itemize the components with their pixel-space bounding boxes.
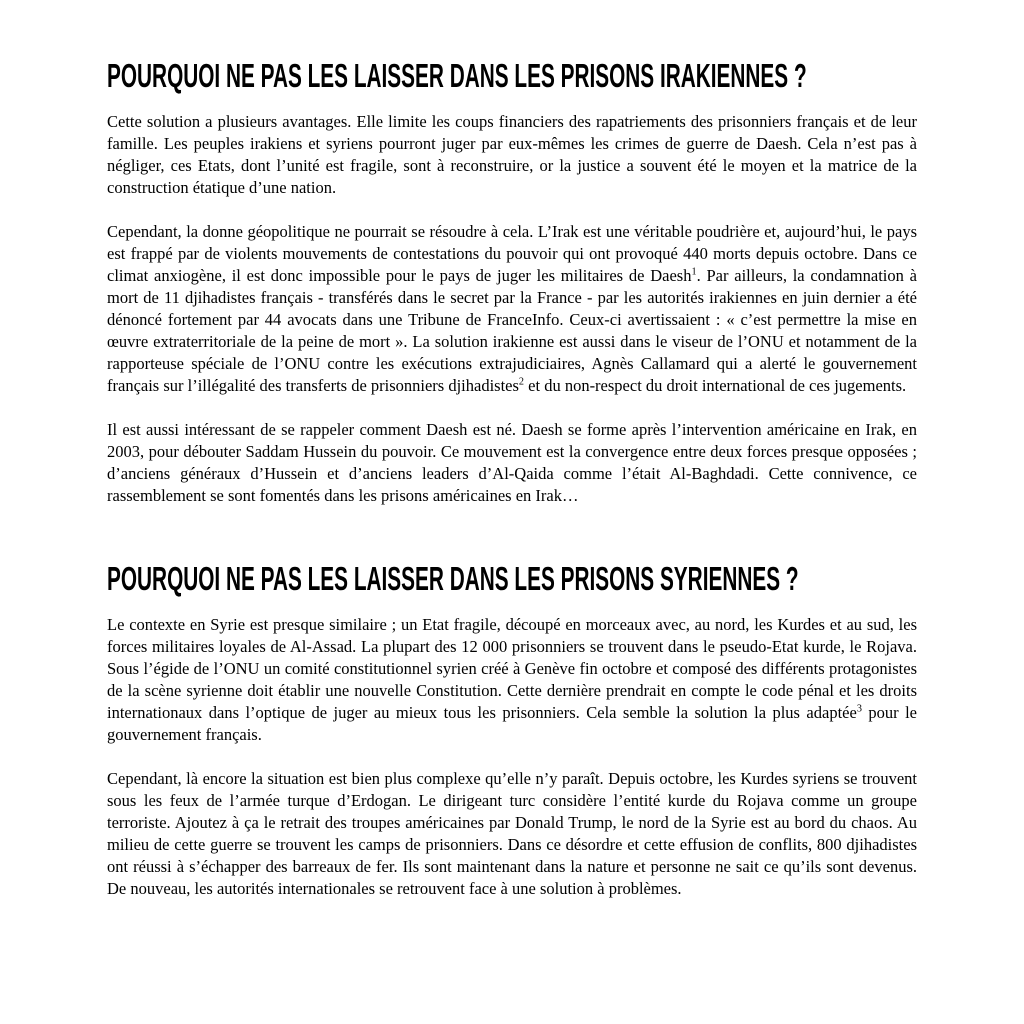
section-heading-text: POURQUOI NE PAS LES LAISSER DANS LES PRISONS SYRIENNES ?	[107, 560, 799, 597]
footnote-ref-3: 3	[856, 703, 862, 715]
paragraph-text: Cependant, là encore la situation est bien plus complexe qu’elle n’y paraît. Depuis octobre, les Kurdes syriens se trouvent sous les feux de l’armée turque d’Erdogan. Le dirigeant turc considère l’entité kurde du Rojava comme un groupe terroriste. Ajoutez à ça le retrait des troupes américaines par Donald Trump, le nord de la Syrie est au bord du chaos. Au milieu de cette guerre se trouvent les camps de prisonniers. Dans ce désordre et cette effusion de conflits, 800 djihadistes ont réussi à s’échapper des barreaux de fer. Ils sont maintenant dans la nature et personne ne sait ce qu’ils sont devenus. De nouveau, les autorités internationales se retrouvent face à une solution à problèmes.	[107, 769, 917, 898]
paragraph-avantages	[107, 111, 917, 199]
paragraph-naissance-daesh	[107, 419, 917, 507]
paragraph-contexte-syrie	[107, 614, 917, 746]
section-heading-irakiennes	[107, 58, 917, 94]
section-heading-syriennes	[107, 561, 917, 597]
section-prisons-irakiennes	[107, 58, 917, 507]
footnote-ref-2: 2	[518, 376, 525, 388]
paragraph-text: Il est aussi intéressant de se rappeler comment Daesh est né. Daesh se forme après l’intervention américaine en Irak, en 2003, pour débouter Saddam Hussein du pouvoir. Ce mouvement est la convergence entre deux forces presque opposées ; d’anciens généraux d’Hussein et d’anciens leaders d’Al-Qaida comme l’était Al-Baghdadi. Cette connivence, ce rassemblement se sont fomentés dans les prisons américaines en Irak…	[107, 420, 917, 505]
paragraph-text: Le contexte en Syrie est presque similaire ; un Etat fragile, découpé en morceaux avec, au nord, les Kurdes et au sud, les forces militaires loyales de Al-Assad. La plupart des 12 000 prisonniers se trouvent dans le pseudo-Etat kurde, le Rojava. Sous l’égide de l’ONU un comité constitutionnel syrien créé à Genève fin octobre et composé des différents protagonistes de la scène syrienne doit établir une nouvelle Constitution. Cette dernière prendrait en compte le code pénal et les droits internationaux dans l’optique de juger au mieux tous les prisonniers. Cela semble la solution la plus adaptée	[107, 615, 917, 722]
paragraph-text: Cependant, la donne géopolitique ne pourrait se résoudre à cela. L’Irak est une véritable poudrière et, aujourd’hui, le pays est frappé par de violents mouvements de contestations du pouvoir qui ont provoqué 440 morts depuis octobre. Dans ce climat anxiogène, il est donc impossible pour le pays de juger les militaires de Daesh	[107, 222, 917, 285]
section-prisons-syriennes	[107, 561, 917, 900]
paragraph-text: et du non-respect du droit international de ces jugements.	[524, 376, 907, 395]
section-heading-text: POURQUOI NE PAS LES LAISSER DANS LES PRISONS IRAKIENNES ?	[107, 57, 807, 94]
paragraph-situation-complexe	[107, 768, 917, 900]
paragraph-text: pour le gouvernement français.	[107, 703, 917, 744]
footnote-ref-1: 1	[691, 266, 697, 278]
paragraph-geopolitique	[107, 221, 917, 397]
paragraph-text: Cette solution a plusieurs avantages. Elle limite les coups financiers des rapatriements des prisonniers français et de leur famille. Les peuples irakiens et syriens pourront juger par eux-mêmes les crimes de guerre de Daesh. Cela n’est pas à négliger, ces Etats, dont l’unité est fragile, sont à reconstruire, or la justice a souvent été le moyen et la matrice de la construction étatique d’une nation.	[107, 112, 917, 197]
paragraph-text: . Par ailleurs, la condamnation à mort de 11 djihadistes français - transférés dans le secret par la France - par les autorités irakiennes en juin dernier a été dénoncé fortement par 44 avocats dans une Tribune de FranceInfo. Ceux-ci avertissaient : « c’est permettre la mise en œuvre extraterritoriale de la peine de mort ». La solution irakienne est aussi dans le viseur de l’ONU et notamment de la rapporteuse spéciale de l’ONU contre les exécutions extrajudiciaires, Agnès Callamard qui a alerté le gouvernement français sur l’illégalité des transferts de prisonniers djihadistes	[107, 266, 917, 395]
